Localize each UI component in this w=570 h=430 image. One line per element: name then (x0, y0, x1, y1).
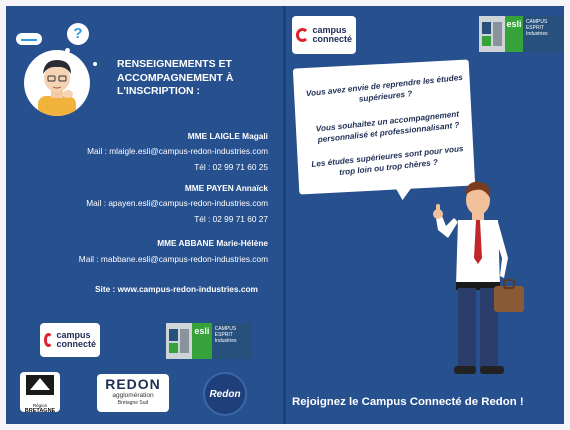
thought-dot (93, 62, 97, 66)
logo-text: campus (56, 330, 91, 340)
contact-email: Mail : apayen.esli@campus-redon-industries.com (86, 198, 268, 208)
esli-square-icon (479, 16, 505, 52)
region-bretagne-logo (20, 372, 60, 412)
logo-text: Région (32, 403, 48, 408)
arc-icon (296, 28, 309, 42)
logo-text: Bretagne Sud (117, 400, 149, 406)
logo-text: agglomération (112, 392, 154, 399)
logo-text: Redon (209, 388, 241, 400)
section-heading: RENSEIGNEMENTS ET ACCOMPAGNEMENT À L'INSCRIPTION : (117, 58, 234, 97)
campus-connecte-logo (292, 16, 356, 54)
speech-bubble-tail (391, 179, 418, 200)
esli-square-icon (166, 323, 192, 359)
chat-bubble-icon (16, 33, 42, 45)
esli-campus-text: CAMPUS ESPRIT Industries (212, 323, 252, 359)
esli-campus-text: CAMPUS ESPRIT Industries (523, 16, 563, 52)
esli-text: esli (192, 323, 212, 359)
contact-name: MME ABBANE Marie-Hélène (157, 238, 268, 248)
logo-text: connecté (56, 339, 96, 349)
esli-logo (479, 16, 563, 52)
avatar-illustration (24, 50, 90, 116)
businessman-illustration (428, 178, 528, 378)
question-bubble-icon: ? (67, 23, 89, 45)
arc-icon (44, 333, 53, 347)
logo-text: campus (312, 25, 347, 35)
fold-line (283, 6, 286, 424)
esli-text: esli (505, 16, 523, 52)
contact-name: MME PAYEN Annaïck (184, 183, 268, 193)
redon-round-logo (203, 372, 247, 416)
esli-logo (166, 323, 252, 359)
contact-email: Mail : mlaigle.esli@campus-redon-industries.com (87, 146, 268, 156)
redon-agglomeration-logo (97, 374, 169, 412)
logo-text: connecté (312, 34, 352, 44)
question-text: Les études supérieures sont pour vous trop loin ou trop chères ? (310, 144, 464, 178)
question-text: Vous souhaitez un accompagnement personnalisé et professionnalisant ? (315, 109, 460, 145)
contact-phone: Tél : 02 99 71 60 27 (194, 214, 268, 224)
call-to-action: Rejoignez le Campus Connecté de Redon ! (292, 396, 524, 408)
contact-phone: Tél : 02 99 71 60 25 (194, 162, 268, 172)
question-text: Vous avez envie de reprendre les études supérieures ? (305, 72, 464, 104)
logo-text: BRETAGNE (24, 408, 56, 414)
campus-connecte-logo (40, 323, 100, 357)
contact-name: MME LAIGLE Magali (187, 131, 268, 141)
website-link[interactable]: Site : www.campus-redon-industries.com (95, 284, 258, 294)
logo-text: REDON (105, 376, 161, 392)
contact-email: Mail : mabbane.esli@campus-redon-industries.com (78, 254, 268, 264)
